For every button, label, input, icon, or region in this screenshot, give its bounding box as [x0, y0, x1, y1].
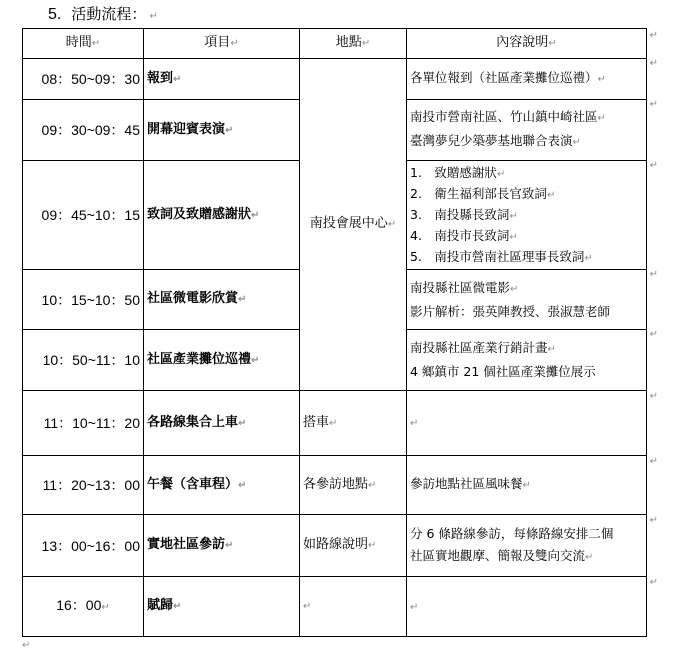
item-cell: 午餐（含車程）↵	[144, 456, 300, 515]
section-heading: 5. 活動流程： ↵	[48, 5, 158, 23]
time-cell: 16：00↵	[23, 577, 144, 637]
time-cell: 10：15~10：50	[23, 270, 144, 330]
row-end-mark: ↵	[649, 515, 658, 526]
description-cell: 各單位報到（社區產業攤位巡禮）↵	[407, 59, 647, 100]
time-cell: 10：50~11：10	[23, 330, 144, 391]
time-cell: 09：30~09：45	[23, 100, 144, 161]
description-cell: 南投縣社區產業行銷計畫↵ 4 鄉鎮市 21 個社區產業攤位展示	[407, 330, 647, 391]
header-time: 時間↵	[23, 29, 144, 59]
row-end-mark: ↵	[649, 160, 658, 171]
row-end-mark: ↵	[649, 456, 658, 467]
place-cell: 搭車↵	[300, 391, 407, 456]
row-end-mark: ↵	[649, 391, 658, 402]
section-number: 5.	[48, 6, 62, 23]
description-cell: 1. 致贈感謝狀↵ 2. 衛生福利部長官致詞↵ 3. 南投縣長致詞↵ 4. 南投市長致詞↵ 5. 南投市營南社區理事長致詞↵	[407, 161, 647, 270]
place-cell: 如路線說明↵	[300, 515, 407, 577]
schedule-table	[22, 28, 647, 637]
time-cell: 11：20~13：00	[23, 456, 144, 515]
row-end-mark: ↵	[649, 99, 658, 110]
table-row	[23, 391, 647, 456]
item-cell: 各路線集合上車↵	[144, 391, 300, 456]
time-cell: 09：45~10：15	[23, 161, 144, 270]
table-row	[23, 515, 647, 577]
section-title: 活動流程：	[71, 5, 147, 23]
description-cell: 南投市營南社區、竹山鎮中崎社區↵ 臺灣夢兒少築夢基地聯合表演↵	[407, 100, 647, 161]
item-cell: 社區產業攤位巡禮↵	[144, 330, 300, 391]
item-cell: 報到↵	[144, 59, 300, 100]
description-cell: 分 6 條路線參訪，每條路線安排二個 社區實地觀摩、簡報及雙向交流↵	[407, 515, 647, 577]
header-description: 內容說明↵	[407, 29, 647, 59]
row-end-mark: ↵	[649, 329, 658, 340]
time-cell: 08：50~09：30	[23, 59, 144, 100]
table-row	[23, 456, 647, 515]
item-cell: 社區微電影欣賞↵	[144, 270, 300, 330]
row-end-mark: ↵	[649, 577, 658, 588]
table-row	[23, 59, 647, 100]
item-cell: 賦歸↵	[144, 577, 300, 637]
description-cell: 南投縣社區微電影↵ 影片解析：張英陣教授、張淑慧老師	[407, 270, 647, 330]
place-cell-merged: 南投會展中心↵	[300, 59, 407, 391]
paragraph-end-mark: ↵	[22, 640, 31, 651]
description-cell: ↵	[407, 577, 647, 637]
table-header-row	[23, 29, 647, 59]
time-cell: 13：00~16：00	[23, 515, 144, 577]
row-end-mark: ↵	[649, 269, 658, 280]
row-end-mark: ↵	[649, 30, 658, 41]
table-row	[23, 577, 647, 637]
place-cell: 各參訪地點↵	[300, 456, 407, 515]
header-place: 地點↵	[300, 29, 407, 59]
time-cell: 11：10~11：20	[23, 391, 144, 456]
description-cell: 參訪地點社區風味餐↵	[407, 456, 647, 515]
item-cell: 實地社區參訪↵	[144, 515, 300, 577]
place-cell: ↵	[300, 577, 407, 637]
header-item: 項目↵	[144, 29, 300, 59]
description-cell: ↵	[407, 391, 647, 456]
row-end-mark: ↵	[649, 58, 658, 69]
item-cell: 致詞及致贈感謝狀↵	[144, 161, 300, 270]
item-cell: 開幕迎賓表演↵	[144, 100, 300, 161]
